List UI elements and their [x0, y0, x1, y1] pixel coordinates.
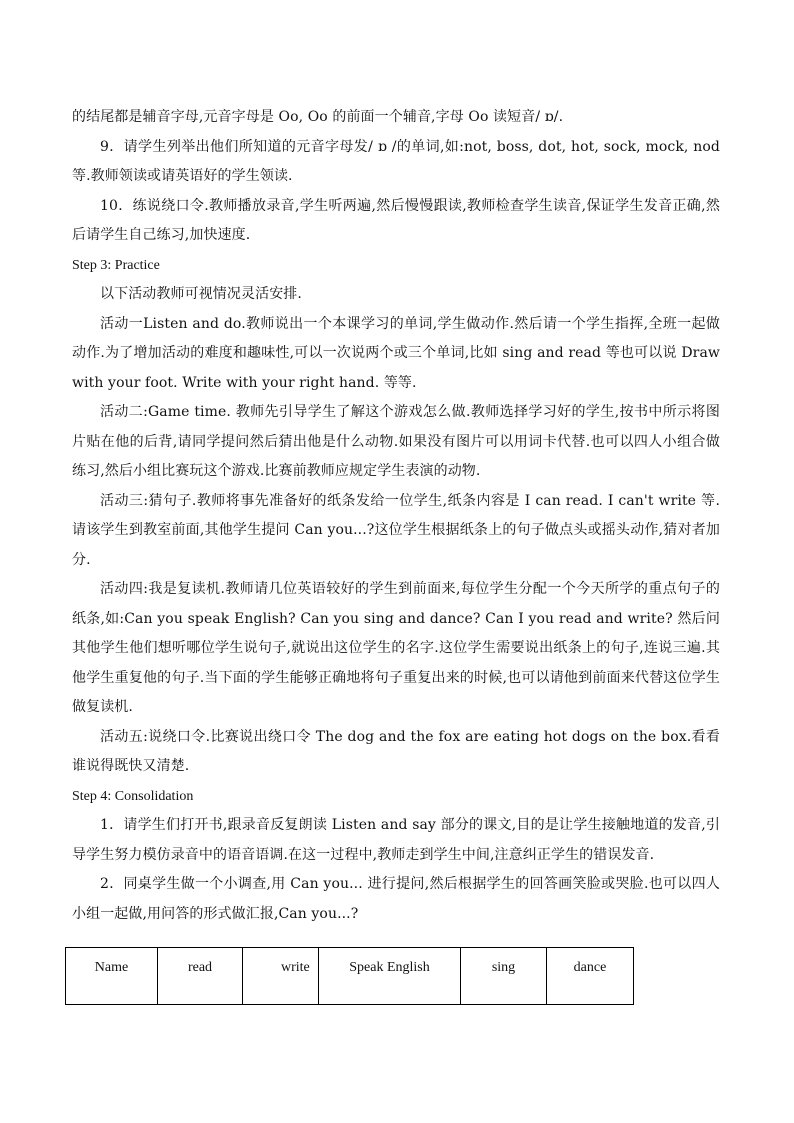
heading-step-3: Step 3: Practice	[72, 257, 160, 273]
paragraph-practice-intro: 以下活动教师可视情况灵活安排.	[100, 286, 302, 302]
paragraph-activity-3: 活动三:猜句子.教师将事先准备好的纸条发给一位学生,纸条内容是 I can read. I can't write 等.请该学生到教室前面,其他学生提问 Can you...?这位学生根据纸条上的句子做点头或摇头动作,猜对者加分.	[72, 492, 720, 568]
paragraph-vowel-rule: 的结尾都是辅音字母,元音字母是 Oo, Oo 的前面一个辅音,字母 Oo 读短音/ ɒ/.	[72, 109, 564, 125]
table-header-dance: dance	[547, 948, 634, 1005]
table-header-row	[66, 948, 634, 1005]
paragraph-activity-5: 活动五:说绕口令.比赛说出绕口令 The dog and the fox are eating hot dogs on the box.看看谁说得既快又清楚.	[72, 728, 720, 774]
table-header-sing: sing	[461, 948, 547, 1005]
heading-step-4: Step 4: Consolidation	[72, 788, 194, 804]
paragraph-step-9: 9．请学生列举出他们所知道的元音字母发/ ɒ /的单词,如:not, boss, dot, hot, sock, mock, nod 等.教师领读或请英语好的学生领读.	[72, 138, 720, 184]
paragraph-activity-2: 活动二:Game time. 教师先引导学生了解这个游戏怎么做.教师选择学习好的学生,按书中所示将图片贴在他的后背,请同学提问然后猜出他是什么动物.如果没有图片可以用词卡代替.也可以四人小组合做练习,然后小组比赛玩这个游戏.比赛前教师应规定学生表演的动物.	[72, 404, 720, 479]
paragraph-step-10: 10．练说绕口令.教师播放录音,学生听两遍,然后慢慢跟读,教师检查学生读音,保证学生发音正确,然后请学生自己练习,加快速度.	[72, 197, 720, 243]
document-body	[72, 103, 720, 929]
table-header-read: read	[158, 948, 243, 1005]
table-header-write: write	[243, 948, 319, 1005]
paragraph-activity-1: 活动一Listen and do.教师说出一个本课学习的单词,学生做动作.然后请一个学生指挥,全班一起做动作.为了增加活动的难度和趣味性,可以一次说两个或三个单词,比如 sing and read 等也可以说 Draw with your foot. Write with your right hand. 等等.	[72, 315, 720, 391]
table-header-name: Name	[66, 948, 158, 1005]
survey-table	[65, 947, 634, 1005]
paragraph-consolidation-2: 2．同桌学生做一个小调查,用 Can you... 进行提问,然后根据学生的回答画笑脸或哭脸.也可以四人小组一起做,用问答的形式做汇报,Can you...?	[72, 876, 720, 922]
table-header-speak-english: Speak English	[319, 948, 461, 1005]
paragraph-activity-4: 活动四:我是复读机.教师请几位英语较好的学生到前面来,每位学生分配一个今天所学的重点句子的纸条,如:Can you speak English? Can you sing and dance? Can I you read and write? 然后问其他学生他们想听哪位学生说句子,就说出这位学生的名字.这位学生需要说出纸条上的句子,连说三遍.其他学生重复他的句子.当下面的学生能够正确地将句子重复出来的时候,也可以请他到前面来代替这位学生做复读机.	[72, 581, 720, 715]
paragraph-consolidation-1: 1．请学生们打开书,跟录音反复朗读 Listen and say 部分的课文,目的是让学生接触地道的发音,引导学生努力模仿录音中的语音语调.在这一过程中,教师走到学生中间,注意纠正学生的错误发音.	[72, 817, 720, 863]
